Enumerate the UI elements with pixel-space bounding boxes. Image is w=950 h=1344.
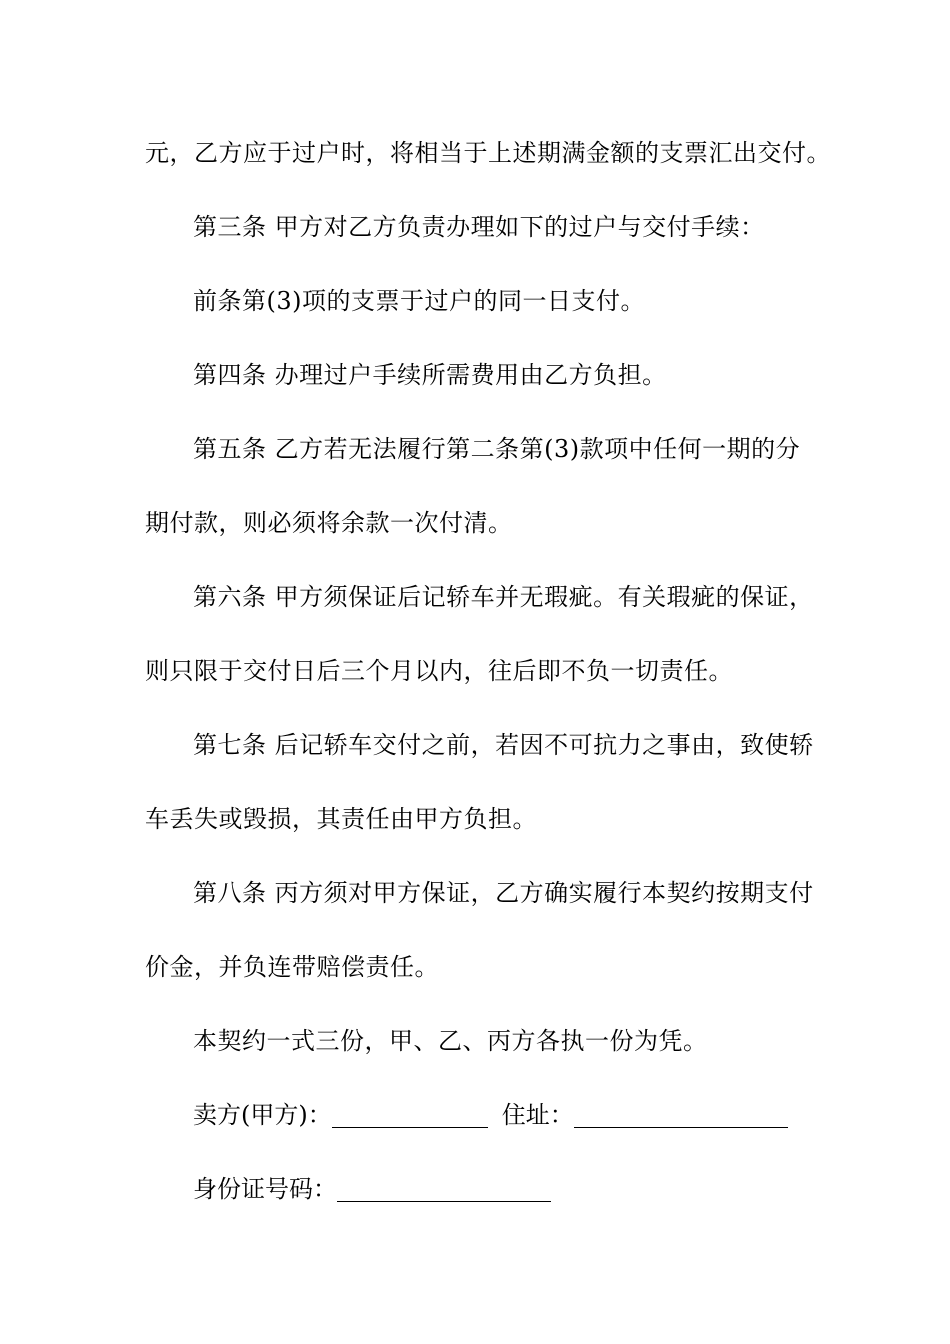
address-label: 住址： xyxy=(501,1101,574,1129)
article-4: 第四条 办理过户手续所需费用由乙方负担。 xyxy=(193,361,667,389)
article-7-line-1: 第七条 后记轿车交付之前，若因不可抗力之事由，致使轿 xyxy=(193,731,814,759)
id-number-row xyxy=(193,1169,551,1209)
seller-signature-row xyxy=(193,1095,788,1135)
address-blank[interactable] xyxy=(574,1095,788,1128)
article-6-line-1: 第六条 甲方须保证后记轿车并无瑕疵。有关瑕疵的保证， xyxy=(193,583,814,611)
id-number-blank[interactable] xyxy=(337,1169,551,1202)
paragraph-line: 元，乙方应于过户时，将相当于上述期满金额的支票汇出交付。 xyxy=(145,139,831,167)
article-3-heading: 第三条 甲方对乙方负责办理如下的过户与交付手续： xyxy=(193,213,765,241)
article-5-line-1: 第五条 乙方若无法履行第二条第(3)款项中任何一期的分 xyxy=(193,435,801,463)
copies-clause: 本契约一式三份，甲、乙、丙方各执一份为凭。 xyxy=(193,1027,708,1055)
seller-label: 卖方(甲方)： xyxy=(193,1101,332,1129)
article-5-line-2: 期付款，则必须将余款一次付清。 xyxy=(145,509,513,537)
article-8-line-2: 价金，并负连带赔偿责任。 xyxy=(145,953,439,981)
article-8-line-1: 第八条 丙方须对甲方保证，乙方确实履行本契约按期支付 xyxy=(193,879,814,907)
paragraph-line: 前条第(3)项的支票于过户的同一日支付。 xyxy=(193,287,645,315)
seller-name-blank[interactable] xyxy=(332,1095,488,1128)
article-6-line-2: 则只限于交付日后三个月以内，往后即不负一切责任。 xyxy=(145,657,733,685)
article-7-line-2: 车丢失或毁损，其责任由甲方负担。 xyxy=(145,805,537,833)
id-number-label: 身份证号码： xyxy=(193,1175,337,1203)
